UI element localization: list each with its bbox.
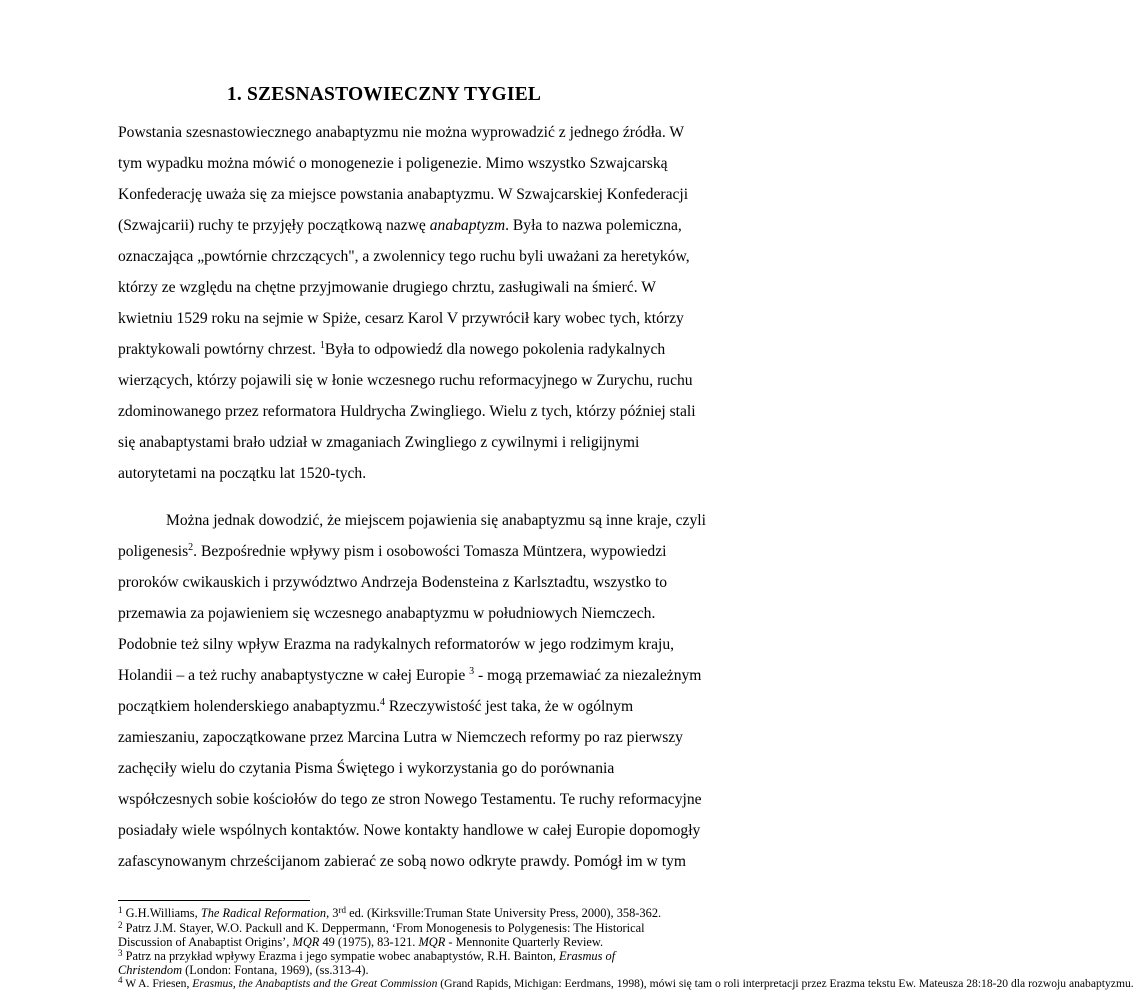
chapter-title: 1. SZESNASTOWIECZNY TYGIEL [226, 84, 542, 105]
paragraph-line: poligenesis$^2$. Bezpośrednie wpływy pism i osobowości Tomasza Müntzera, wypowiedzi [118, 542, 667, 560]
paragraph-line: autorytetami na początku lat 1520-tych. [118, 465, 367, 482]
paragraph-line: wierzących, którzy pojawili się w łonie wczesnego ruchu reformacyjnego w Zurychu, ruchu [118, 372, 693, 389]
paragraph-line: początkiem holenderskiego anabaptyzmu.$^4$ Rzeczywistość jest taka, że w ogólnym [118, 697, 634, 715]
paragraph-line: oznaczająca „powtórnie chrzczących", a zwolennicy tego ruchu byli uważani za heretyków, [118, 248, 690, 265]
paragraph-line: proroków cwikauskich i przywództwo Andrzeja Bodensteina z Karlsztadtu, wszystko to [118, 574, 668, 591]
paragraph-line: praktykowali powtórny chrzest. $^1$Była to odpowiedź dla nowego pokolenia radykalnych [118, 340, 666, 358]
paragraph-line: się anabaptystami brało udział w zmaganiach Zwingliego z cywilnymi i religijnymi [118, 434, 640, 451]
footnote-2-cont: Discussion of Anabaptist Origins’, MQR 49 (1975), 83-121. MQR - Mennonite Quarterly Review. [118, 935, 604, 949]
footnote-3: $^3$ Patrz na przykład wpływy Erazma i jego sympatie wobec anabaptystów, R.H. Bainton, Erasmus of [118, 948, 616, 963]
footnote-1: $^1$ G.H.Williams, The Radical Reformation, 3rd ed. (Kirksville:Truman State University Press, 2000), 358-362. [118, 905, 662, 920]
paragraph-line: Podobnie też silny wpływ Erazma na radykalnych reformatorów w jego rodzimym kraju, [118, 636, 675, 653]
term-anabaptyzm: anabaptyzm [429, 217, 506, 234]
paragraph-line: Holandii – a też ruchy anabaptystyczne w całej Europie $^3$ - mogą przemawiać za niezależnym [118, 666, 702, 684]
paragraph-line: tym wypadku można mówić o monogenezie i poligenezie. Mimo wszystko Szwajcarską [118, 155, 668, 172]
footnote-3-cont: Christendom (London: Fontana, 1969), (ss.313-4). [118, 963, 369, 977]
paragraph-line: (Szwajcarii) ruchy te przyjęły początkową nazwę anabaptyzm. Była to nazwa polemiczna, [118, 217, 682, 234]
paragraph-line: współczesnych sobie kościołów do tego ze stron Nowego Testamentu. Te ruchy reformacyjne [118, 791, 702, 808]
paragraph-line: którzy ze względu na chętne przyjmowanie drugiego chrztu, zasługiwali na śmierć. W [118, 279, 656, 296]
footnote-2: $^2$ Patrz J.M. Stayer, W.O. Packull and K. Deppermann, ‘From Monogenesis to Polygenesis: The Historical [118, 920, 645, 935]
paragraph-line: kwietniu 1529 roku na sejmie w Spiże, cesarz Karol V przywrócił kary wobec tych, którzy [118, 310, 684, 327]
paragraph-line: Konfederację uważa się za miejsce powstania anabaptyzmu. W Szwajcarskiej Konfederacji [118, 186, 689, 203]
footnote-4: $^4$ W A. Friesen, Erasmus, the Anabaptists and the Great Commission (Grand Rapids, Michigan: Eerdmans, 1998), mówi się tam o roli interpretacji przez Erazma tekstu Ew. Mateusza 28:18-20 dla rozwoju anabaptyzmu. [118, 975, 1134, 990]
footnote-ref-3: 3 [469, 666, 475, 677]
paragraph-line: zamieszaniu, zapoczątkowane przez Marcina Lutra w Niemczech reformy po raz pierwszy [118, 729, 683, 746]
paragraph-line: zdominowanego przez reformatora Huldrycha Zwingliego. Wielu z tych, którzy później stali [118, 403, 696, 420]
paragraph-line: Można jednak dowodzić, że miejscem pojawienia się anabaptyzmu są inne kraje, czyli [166, 512, 706, 529]
paragraph-line: Powstania szesnastowiecznego anabaptyzmu nie można wyprowadzić z jednego źródła. W [118, 124, 685, 141]
paragraph-line: zachęciły wielu do czytania Pisma Świętego i wykorzystania go do porównania [118, 760, 615, 777]
footnote-ref-2: 2 [188, 542, 194, 553]
paragraph-line: przemawia za pojawieniem się wczesnego anabaptyzmu w południowych Niemczech. [118, 605, 656, 622]
footnote-ref-4: 4 [379, 697, 385, 708]
footnote-ref-1: 1 [319, 340, 325, 351]
footnote-separator [118, 900, 310, 901]
paragraph-line: posiadały wiele wspólnych kontaktów. Nowe kontakty handlowe w całej Europie dopomogły [118, 822, 701, 839]
paragraph-line: zafascynowanym chrześcijanom zabierać ze sobą nowo odkryte prawdy. Pomógł im w tym [118, 853, 686, 870]
